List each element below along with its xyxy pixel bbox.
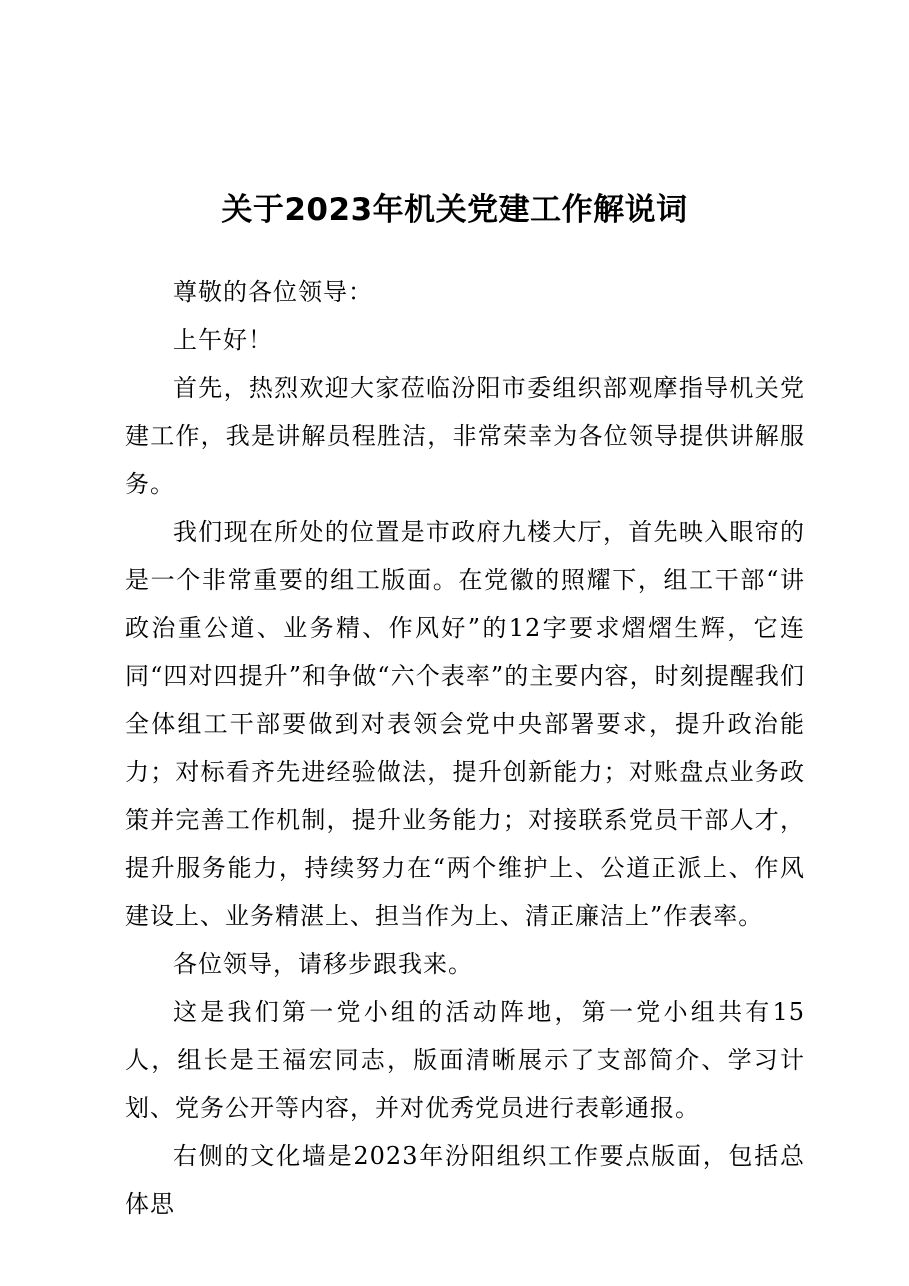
paragraph-first-party-group: 这是我们第一党小组的活动阵地，第一党小组共有15人，组长是王福宏同志，版面清晰展示了支部简介、学习计划、党务公开等内容，并对优秀党员进行表彰通报。 <box>125 998 805 1122</box>
document-title: 关于2023年机关党建工作解说词 <box>221 192 688 228</box>
paragraph-welcome: 首先，热烈欢迎大家莅临汾阳市委组织部观摩指导机关党建工作，我是讲解员程胜洁，非常荣幸为各位领导提供讲解服务。 <box>125 374 805 498</box>
paragraph-hall-introduction: 我们现在所处的位置是市政府九楼大厅，首先映入眼帘的是一个非常重要的组工版面。在党徽的照耀下，组工干部“讲政治重公道、业务精、作风好”的12字要求熠熠生辉，它连同“四对四提升”和争做“六个表率”的主要内容，时刻提醒我们全体组工干部要做到对表领会党中央部署要求，提升政治能力；对标看齐先进经验做法，提升创新能力；对账盘点业务政策并完善工作机制，提升业务能力；对接联系党员干部人才，提升服务能力，持续努力在“两个维护上、公道正派上、作风建设上、业务精湛上、担当作为上、清正廉洁上”作表率。 <box>125 518 805 930</box>
paragraph-follow-me: 各位领导，请移步跟我来。 <box>173 950 473 978</box>
document-body <box>125 268 805 1228</box>
paragraph-salutation: 上午好！ <box>173 326 273 354</box>
paragraph-culture-wall: 右侧的文化墙是2023年汾阳组织工作要点版面，包括总体思 <box>125 1142 805 1218</box>
paragraph-greeting: 尊敬的各位领导： <box>173 278 373 306</box>
